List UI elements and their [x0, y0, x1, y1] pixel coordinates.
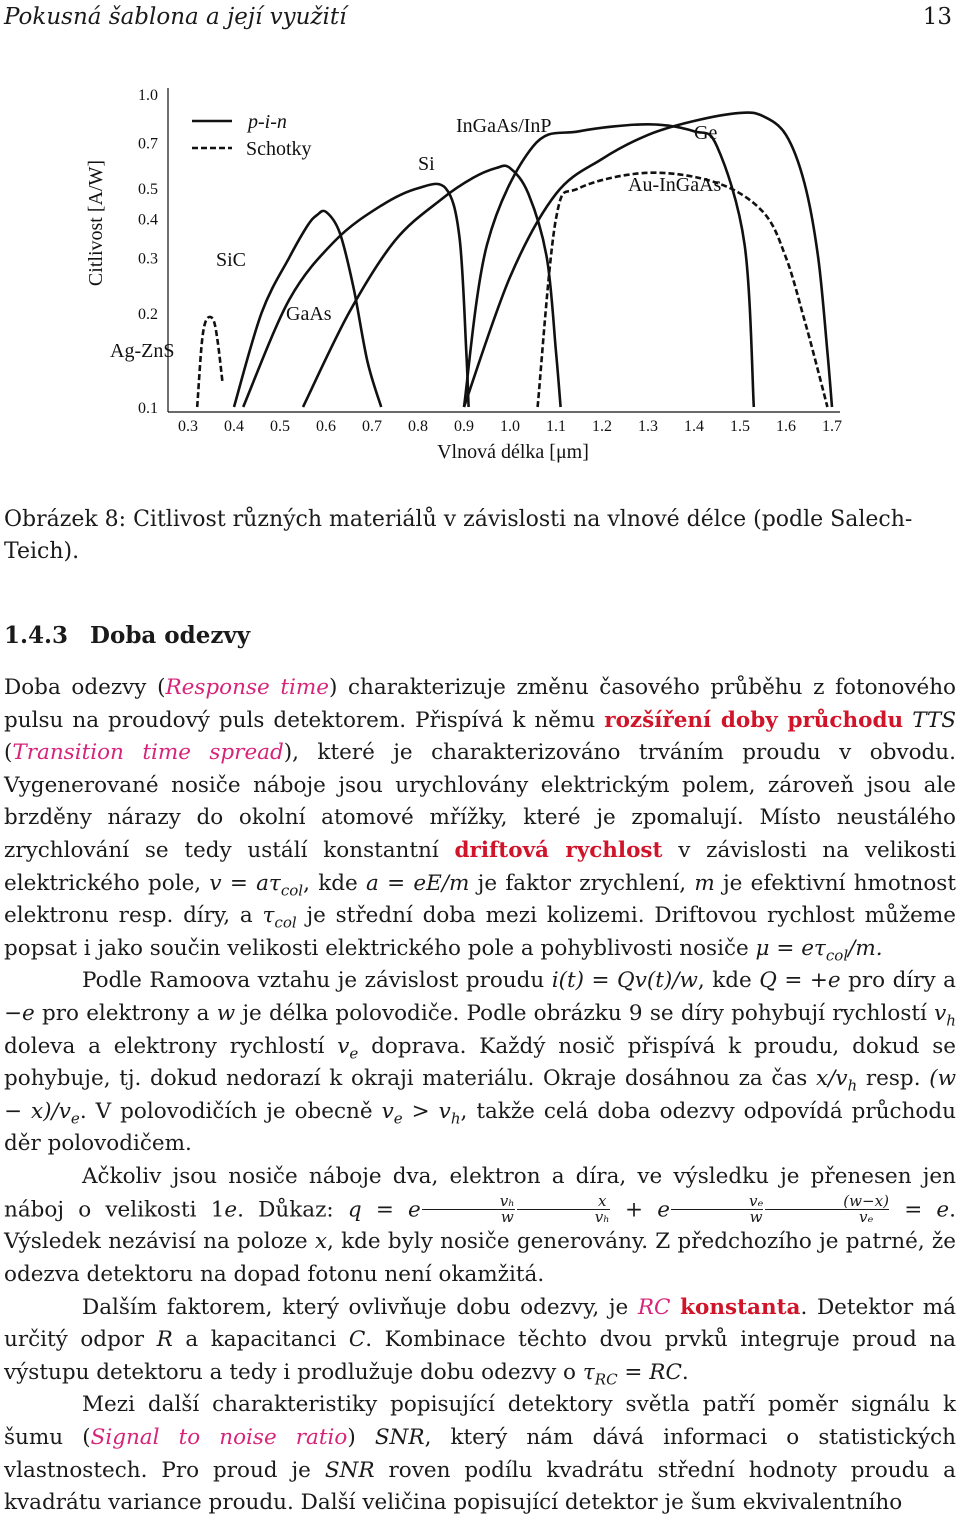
fraction-ve-w: $\frac{\text{vₑ}}{w}$: [671, 1194, 763, 1227]
label-gaas: GaAs: [286, 303, 332, 325]
label-ag-zns: Ag-ZnS: [110, 340, 175, 362]
x-tick-label: 1.3: [638, 418, 658, 435]
x-tick-label: 0.3: [178, 418, 198, 435]
figure-caption: Obrázek 8: Citlivost různých materiálů v závislosti na vlnové délce (podle Salech-Teich).: [4, 507, 913, 564]
paragraph-4: Dalším faktorem, který ovlivňuje dobu odezvy, je RC konstanta. Detektor má určitý odpor R a kapacitanci C. Kombinace těchto dvou prvků integruje proud na výstupu detektoru a tedy i prodlužuje dobu odezvy o $\tau_{RC}$ = RC.: [4, 1294, 957, 1389]
x-tick-label: 0.6: [316, 418, 336, 435]
legend-schotky-label: Schotky: [246, 138, 312, 160]
paragraph-3: Ačkoliv jsou nosiče náboje dva, elektron a díra, ve výsledku je přenesen jen náboj o velikosti 1e. Důkaz: q = e $\frac{\text{vₕ}}{w}$ $\frac{x}{\text{vₕ}}$ + e $\frac{\text{vₑ}}{w}$ $\frac{(w-x)}{\text{vₑ}}$ = e. Výsledek nezávisí na poloze x, kde byly nosiče generovány. Z předchozího je patrné, že odezva detektoru na dopad fotonu není okamžitá.: [4, 1163, 956, 1287]
x-tick-label: 1.6: [776, 418, 796, 435]
x-axis-title: Vlnová délka [μm]: [437, 441, 589, 463]
section-title: Doba odezvy: [90, 622, 251, 649]
fraction-wx-ve: $\frac{(w-x)}{\text{vₑ}}$: [765, 1194, 889, 1227]
term-response-time: Response time: [165, 675, 329, 700]
y-tick-label: 0.2: [138, 305, 158, 323]
fraction-x-vh: $\frac{x}{\text{vₕ}}$: [517, 1194, 610, 1227]
x-tick-label: 1.4: [684, 418, 704, 435]
body-text: [4, 672, 956, 1520]
keyword-rozsireni: rozšíření doby průchodu: [604, 707, 904, 733]
page-number: 13: [922, 4, 952, 30]
label-sic: SiC: [216, 249, 247, 271]
y-tick-labels: [138, 87, 158, 417]
section-heading: [4, 622, 250, 649]
x-tick-label: 1.2: [592, 418, 612, 435]
responsivity-chart: [0, 78, 960, 478]
running-title: Pokusná šablona a její využití: [4, 4, 347, 30]
y-axis-title: Citlivost [A/W]: [85, 159, 107, 287]
paragraph-2: Podle Ramoova vztahu je závislost proudu i(t) = Qv(t)/w, kde Q = +e pro díry a −e pro elektrony a w je délka polovodiče. Podle obrázku 9 se díry pohybují rychlostí $v_h$ doleva a elektrony rychlostí $v_e$ doprava. Každý nosič přispívá k proudu, dokud se pohybuje, tj. dokud nedorazí k okraji materiálu. Okraje dosáhnou za čas $x/v_h$ resp. $(w - x)/v_e$. V polovodičích je obecně $v_e > v_h$, takže celá doba odezvy odpovídá průchodu děr polovodičem.: [4, 968, 956, 1157]
paragraph-5: Mezi další charakteristiky popisující detektory světla patří poměr signálu k šumu (Signal to noise ratio) SNR, který nám dává informaci o statistických vlastnostech. Pro proud je SNR roven podílu kvadrátu střední hodnoty proudu a kvadrátu variance proudu. Další veličina popisující detektor je šum ekvivalentního: [4, 1392, 956, 1516]
x-tick-label: 1.7: [822, 418, 842, 435]
x-tick-label: 1.1: [546, 418, 566, 435]
x-tick-labels: [178, 418, 842, 435]
label-si: Si: [418, 153, 435, 175]
x-tick-label: 0.5: [270, 418, 290, 435]
series-line-si: [303, 166, 561, 407]
y-tick-label: 0.4: [138, 211, 158, 229]
label-au-ingaas: Au-InGaAs: [628, 174, 722, 196]
series-line-ag-zns: [197, 317, 222, 407]
x-tick-label: 0.4: [224, 418, 244, 435]
x-tick-label: 1.5: [730, 418, 750, 435]
legend-pin-label: p-i-n: [248, 111, 287, 133]
keyword-konstanta: konstanta: [680, 1294, 801, 1320]
term-signal-to-noise-ratio: Signal to noise ratio: [90, 1424, 348, 1450]
legend: [192, 111, 312, 160]
fraction-vh-w: $\frac{\text{vₕ}}{w}$: [422, 1194, 515, 1227]
paragraph-1: Doba odezvy (Response time) charakterizuje změnu časového průběhu z fotonového pulsu na proudový puls detektorem. Přispívá k němu rozšíření doby průchodu TTS (Transition time spread), které je charakterizováno trváním proudu v obvodu. Vygenerované nosiče náboje jsou urychlovány elektrickým polem, zároveň jsou ale brzděny nárazy do okolní atomové mřížky, které je zpomalují. Místo neustálého zrychlování se tedy ustálí konstantní driftová rychlost v závislosti na velikosti elektrického pole, $v = a\tau_{col}$, kde a = eE/m je faktor zrychlení, m je efektivní hmotnost elektronu resp. díry, a $\tau_{col}$ je střední doba mezi kolizemi. Driftovou rychlost můžeme popsat i jako součin velikosti elektrického pole a pohyblivosti nosiče $\mu = e\tau_{col}/m$.: [4, 675, 957, 965]
y-tick-label: 0.3: [138, 250, 158, 268]
x-tick-label: 0.8: [408, 418, 428, 435]
y-tick-label: 0.5: [138, 181, 158, 199]
label-ingaas-inp: InGaAs/InP: [456, 115, 552, 137]
series-line-ge: [464, 113, 832, 407]
x-tick-label: 0.9: [454, 418, 474, 435]
term-rc: RC: [637, 1294, 671, 1320]
series-line-au-ingaas: [538, 173, 828, 407]
term-transition-time-spread: Transition time spread: [12, 740, 284, 766]
x-tick-label: 1.0: [500, 418, 520, 435]
y-tick-label: 0.7: [138, 135, 158, 153]
x-tick-label: 0.7: [362, 418, 382, 435]
page-header: [4, 0, 952, 30]
y-tick-label: 1.0: [138, 87, 158, 104]
label-ge: Ge: [694, 122, 718, 144]
keyword-driftova-rychlost: driftová rychlost: [454, 837, 663, 863]
y-tick-label: 0.1: [138, 400, 158, 417]
section-number: 1.4.3: [4, 622, 69, 649]
series-labels: [110, 115, 722, 362]
